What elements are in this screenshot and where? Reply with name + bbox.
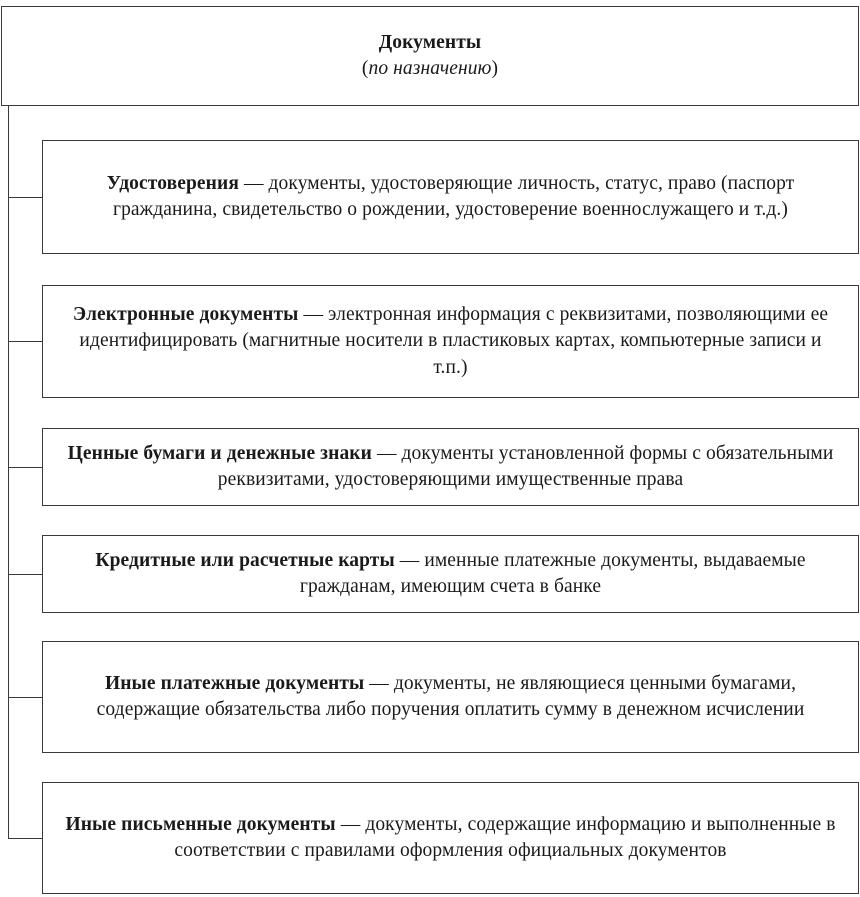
category-text [63, 171, 838, 224]
category-node-certificates [42, 140, 859, 254]
root-subtitle-line [362, 56, 498, 83]
connector-tick-4 [8, 574, 42, 575]
category-definition: — документы, удостоверяющие личность, статус, право (паспорт гражданина, свидетельство о рождении, удостоверение военнослужащего и т.д.) [112, 172, 795, 220]
connector-tick-3 [8, 467, 42, 468]
category-node-credit-cards [42, 535, 859, 613]
category-text [63, 812, 838, 865]
connector-spine [8, 106, 9, 838]
category-node-securities [42, 428, 859, 506]
category-definition: — именные платежные документы, выдаваемые гражданам, имеющим счета в банке [299, 549, 806, 597]
category-text [63, 302, 838, 382]
root-node [1, 6, 859, 106]
connector-tick-2 [8, 341, 42, 342]
category-term: Кредитные или расчетные карты [95, 549, 395, 571]
category-term: Ценные бумаги и денежные знаки [67, 442, 372, 464]
category-term: Электронные документы [72, 303, 299, 325]
connector-tick-1 [8, 197, 42, 198]
category-node-payment-documents [42, 641, 859, 753]
connector-tick-5 [8, 697, 42, 698]
category-term: Иные письменные документы [65, 813, 336, 835]
category-definition: — электронная информация с реквизитами, позволяющими ее идентифицировать (магнитные носители в пластиковых картах, компьютерные записи и т.п.) [79, 303, 829, 378]
category-term: Удостоверения [106, 172, 239, 194]
category-definition: — документы, содержащие информацию и выполненные в соответствии с правилами оформления официальных документов [174, 813, 836, 861]
connector-tick-6 [8, 838, 42, 839]
root-subtitle-close: ) [491, 58, 499, 79]
category-text [63, 441, 838, 494]
category-definition: — документы установленной формы с обязательными реквизитами, удостоверяющими имущественные права [217, 442, 834, 490]
category-term: Иные платежные документы [104, 672, 365, 694]
root-title: Документы [378, 31, 482, 53]
category-node-electronic-documents [42, 285, 859, 398]
root-subtitle: по назначению [368, 58, 492, 79]
category-text [63, 548, 838, 601]
root-subtitle-open: ( [361, 58, 369, 79]
category-text [63, 671, 838, 724]
category-node-written-documents [42, 782, 859, 894]
category-definition: — документы, не являющиеся ценными бумагами, содержащие обязательства либо поручения оплатить сумму в денежном исчислении [96, 672, 805, 720]
